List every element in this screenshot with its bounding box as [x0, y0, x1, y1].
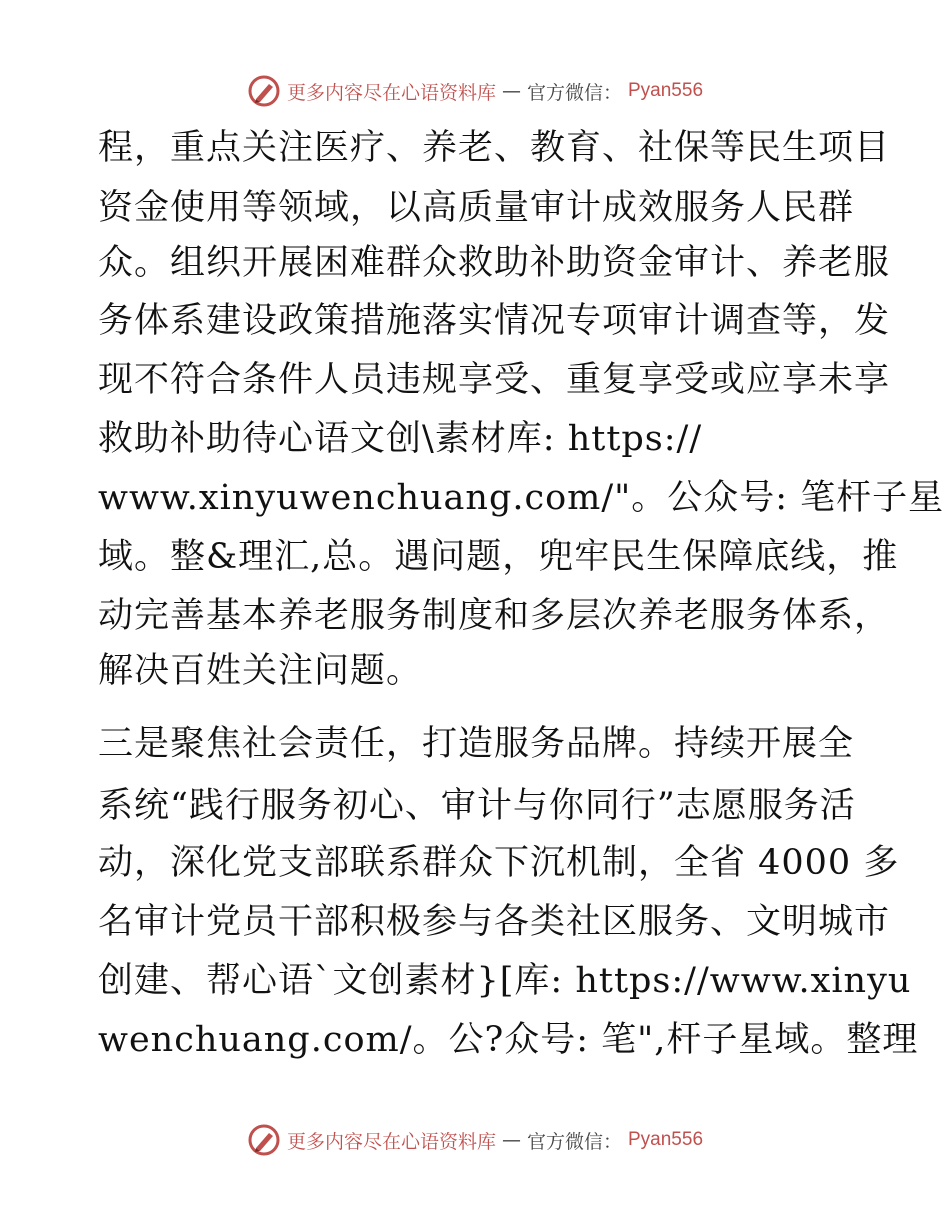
- banner-wechat-id: Pyan556: [628, 80, 704, 101]
- body-line: 创建、帮心语`文创素材}[库: https://www.xinyu: [98, 961, 912, 1001]
- footer-banner: [0, 1120, 950, 1160]
- body-line: 资金使用等领域，以高质量审计成效服务人民群: [98, 188, 855, 228]
- body-line: wenchuang.com/。公?众号: 笔",杆子星域。整理: [98, 1020, 919, 1060]
- body-line: 现不符合条件人员违规享受、重复享受或应享未享: [98, 360, 891, 400]
- body-line: 救助补助待心语文创\素材库: https://: [98, 419, 703, 459]
- body-line: 三是聚焦社会责任，打造服务品牌。持续开展全: [98, 724, 855, 764]
- body-line: 名审计党员干部积极参与各类社区服务、文明城市: [98, 902, 891, 942]
- banner-dash: —: [501, 80, 521, 102]
- body-line: 域。整&理汇,总。遇问题，兜牢民生保障底线，推: [98, 537, 899, 577]
- header-banner: [0, 71, 950, 111]
- pen-logo-icon: [247, 1123, 281, 1157]
- body-line: 务体系建设政策措施落实情况专项审计调查等，发: [98, 301, 891, 341]
- body-line: 系统“践行服务初心、审计与你同行”志愿服务活: [98, 786, 856, 826]
- banner-dash: —: [501, 1129, 521, 1151]
- banner-text: 更多内容尽在心语资料库: [286, 81, 496, 104]
- body-line: 动完善基本养老服务制度和多层次养老服务体系，: [98, 596, 891, 636]
- pen-logo-icon: [247, 74, 281, 108]
- banner-wechat-label: 官方微信：: [526, 81, 622, 104]
- banner-wechat-id: Pyan556: [628, 1129, 704, 1150]
- body-line: 解决百姓关注问题。: [98, 651, 423, 691]
- body-line: www.xinyuwenchuang.com/"。公众号: 笔杆子星: [98, 478, 945, 518]
- banner-wechat-label: 官方微信：: [526, 1130, 622, 1153]
- body-line: 程，重点关注医疗、养老、教育、社保等民生项目: [98, 128, 891, 168]
- banner-text: 更多内容尽在心语资料库: [286, 1130, 496, 1153]
- body-line: 众。组织开展困难群众救助补助资金审计、养老服: [98, 243, 891, 283]
- body-line: 动，深化党支部联系群众下沉机制，全省 4000 多: [98, 843, 900, 883]
